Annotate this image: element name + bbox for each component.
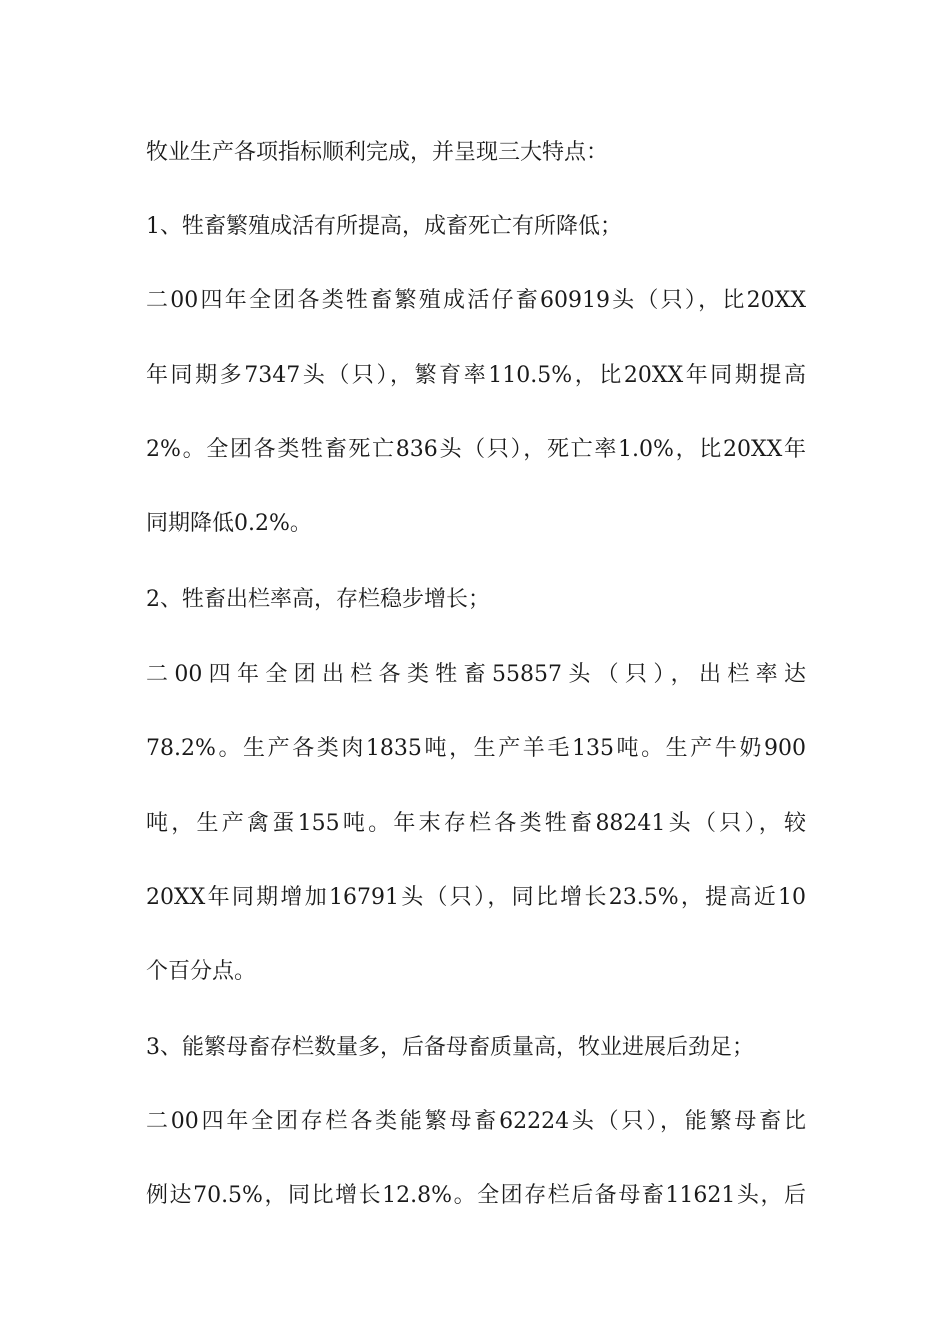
intro-line: 牧业生产各项指标顺利完成，并呈现三大特点： — [146, 140, 609, 165]
paragraph-1-line-2: 年同期多7347头（只），繁育率110.5%，比20XX年同期提高 — [146, 363, 806, 388]
heading-3: 3、能繁母畜存栏数量多，后备母畜质量高，牧业进展后劲足； — [146, 1035, 754, 1060]
paragraph-2-line-1: 二00四年全团出栏各类牲畜55857头（只），出栏率达 — [146, 662, 806, 687]
paragraph-1-line-4: 同期降低0.2%。 — [146, 511, 312, 536]
heading-1: 1、牲畜繁殖成活有所提高，成畜死亡有所降低； — [146, 214, 622, 239]
paragraph-2-line-2: 78.2%。生产各类肉1835吨，生产羊毛135吨。生产牛奶900 — [146, 736, 806, 761]
paragraph-1-line-3: 2%。全团各类牲畜死亡836头（只），死亡率1.0%，比20XX年 — [146, 437, 806, 462]
paragraph-2-line-4: 20XX年同期增加16791头（只），同比增长23.5%，提高近10 — [146, 885, 806, 910]
paragraph-2-line-3: 吨，生产禽蛋155吨。年末存栏各类牲畜88241头（只），较 — [146, 811, 806, 836]
paragraph-2-line-5: 个百分点。 — [146, 959, 257, 984]
paragraph-3-line-1: 二00四年全团存栏各类能繁母畜62224头（只），能繁母畜比 — [146, 1109, 806, 1134]
heading-2: 2、牲畜出栏率高，存栏稳步增长； — [146, 587, 490, 612]
paragraph-1-line-1: 二00四年全团各类牲畜繁殖成活仔畜60919头（只），比20XX — [146, 288, 806, 313]
paragraph-3-line-2: 例达70.5%，同比增长12.8%。全团存栏后备母畜11621头，后 — [146, 1183, 806, 1208]
